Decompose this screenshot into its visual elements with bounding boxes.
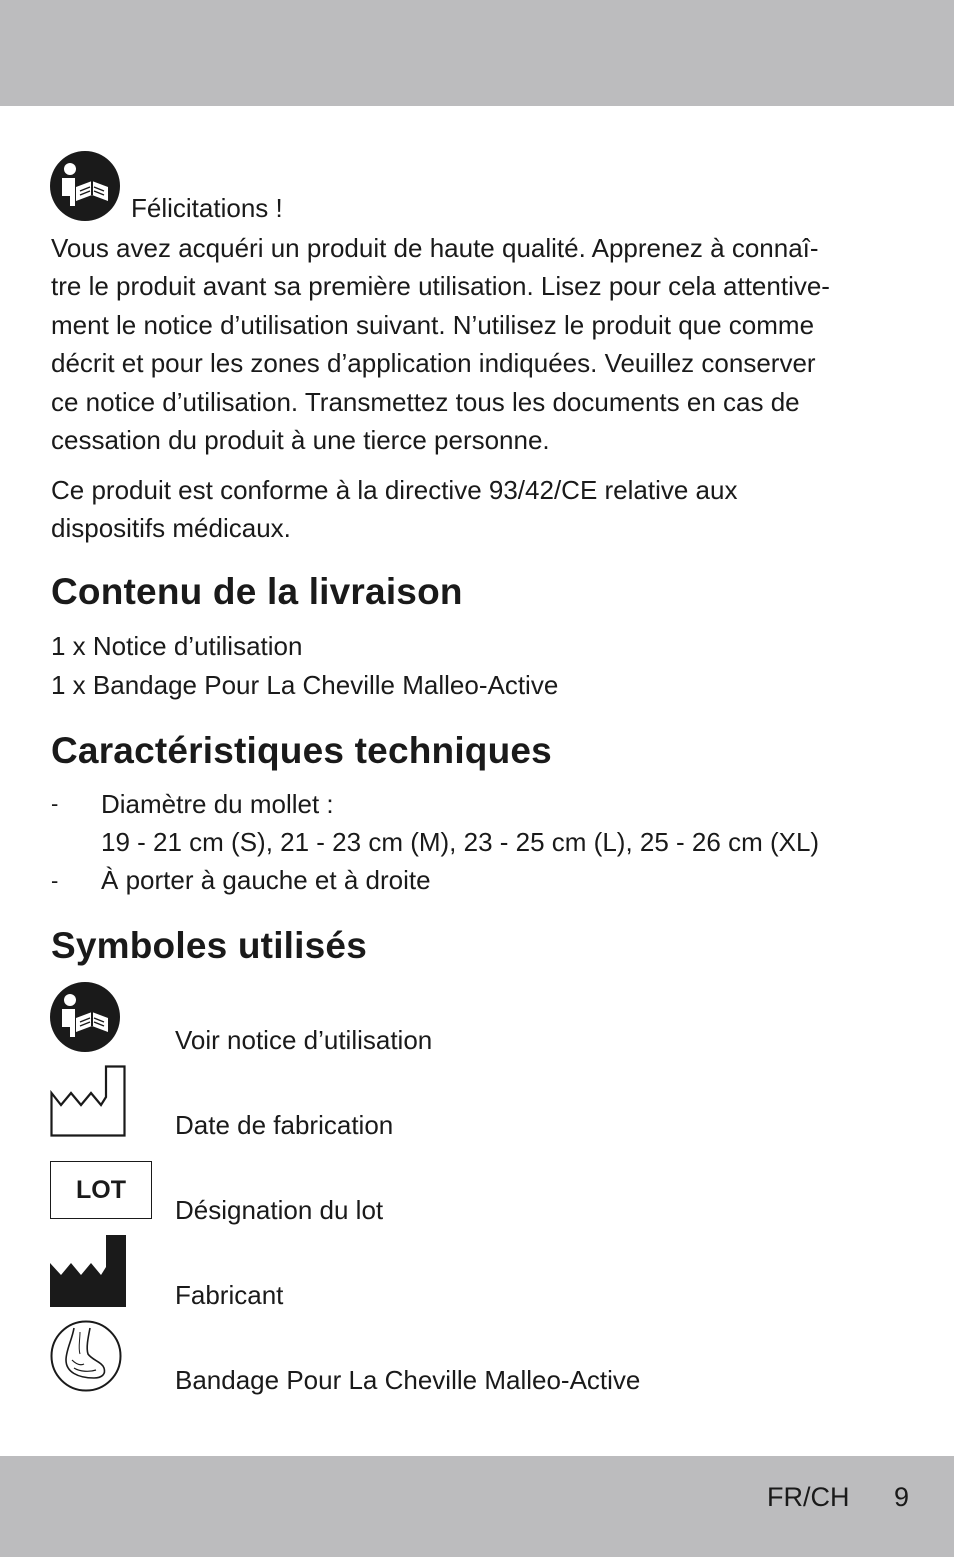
- intro-line: Vous avez acquéri un produit de haute qualité. Apprenez à connaî-: [51, 233, 819, 263]
- symboles-heading: Symboles utilisés: [51, 925, 367, 966]
- caracteristiques-heading: Caractéristiques techniques: [51, 730, 552, 771]
- header-bar: [0, 0, 954, 106]
- symbol-label: Désignation du lot: [175, 1195, 384, 1225]
- symbol-label: Bandage Pour La Cheville Malleo-Active: [175, 1365, 641, 1395]
- manufacture-date-icon: [50, 1065, 126, 1137]
- intro-line: décrit et pour les zones d’application indiquées. Veuillez conserver: [51, 348, 816, 379]
- intro-line: cessation du produit à une tierce personne.: [51, 425, 550, 456]
- symbol-label: Voir notice d’utilisation: [175, 1025, 433, 1055]
- manufacturer-icon: [50, 1235, 126, 1307]
- conformity-paragraph: [51, 471, 911, 548]
- read-manual-icon: [50, 151, 120, 221]
- conformity-line: dispositifs médicaux.: [51, 513, 291, 544]
- intro-line: ment le notice d’utilisation suivant. N’utilisez le produit que comme: [51, 309, 815, 340]
- symbol-label: Date de fabrication: [175, 1110, 394, 1140]
- ankle-bandage-icon: [50, 1320, 122, 1392]
- carac-item: À porter à gauche et à droite: [101, 865, 431, 895]
- conformity-line: Ce produit est conforme à la directive 93/42/CE relative aux: [51, 475, 738, 505]
- intro-line: ce notice d’utilisation. Transmettez tous les documents en cas de: [51, 386, 800, 417]
- bullet-dash: -: [51, 868, 59, 893]
- manual-icon: [50, 982, 120, 1052]
- contenu-heading: Contenu de la livraison: [51, 571, 463, 612]
- footer-language: FR/CH: [767, 1482, 850, 1512]
- congrats-text: Félicitations !: [131, 193, 283, 223]
- carac-item-sizes: 19 - 21 cm (S), 21 - 23 cm (M), 23 - 25 cm (L), 25 - 26 cm (XL): [101, 827, 820, 857]
- contenu-item: 1 x Notice d’utilisation: [51, 631, 303, 661]
- bullet-dash: -: [51, 791, 59, 816]
- contenu-item: 1 x Bandage Pour La Cheville Malleo-Active: [51, 670, 559, 700]
- carac-item-label: Diamètre du mollet :: [101, 789, 334, 819]
- page-number: 9: [894, 1482, 910, 1512]
- symbol-label: Fabricant: [175, 1280, 284, 1310]
- lot-icon: LOT: [50, 1161, 152, 1219]
- intro-paragraph: [51, 229, 911, 459]
- intro-line: tre le produit avant sa première utilisation. Lisez pour cela attentive-: [51, 271, 830, 302]
